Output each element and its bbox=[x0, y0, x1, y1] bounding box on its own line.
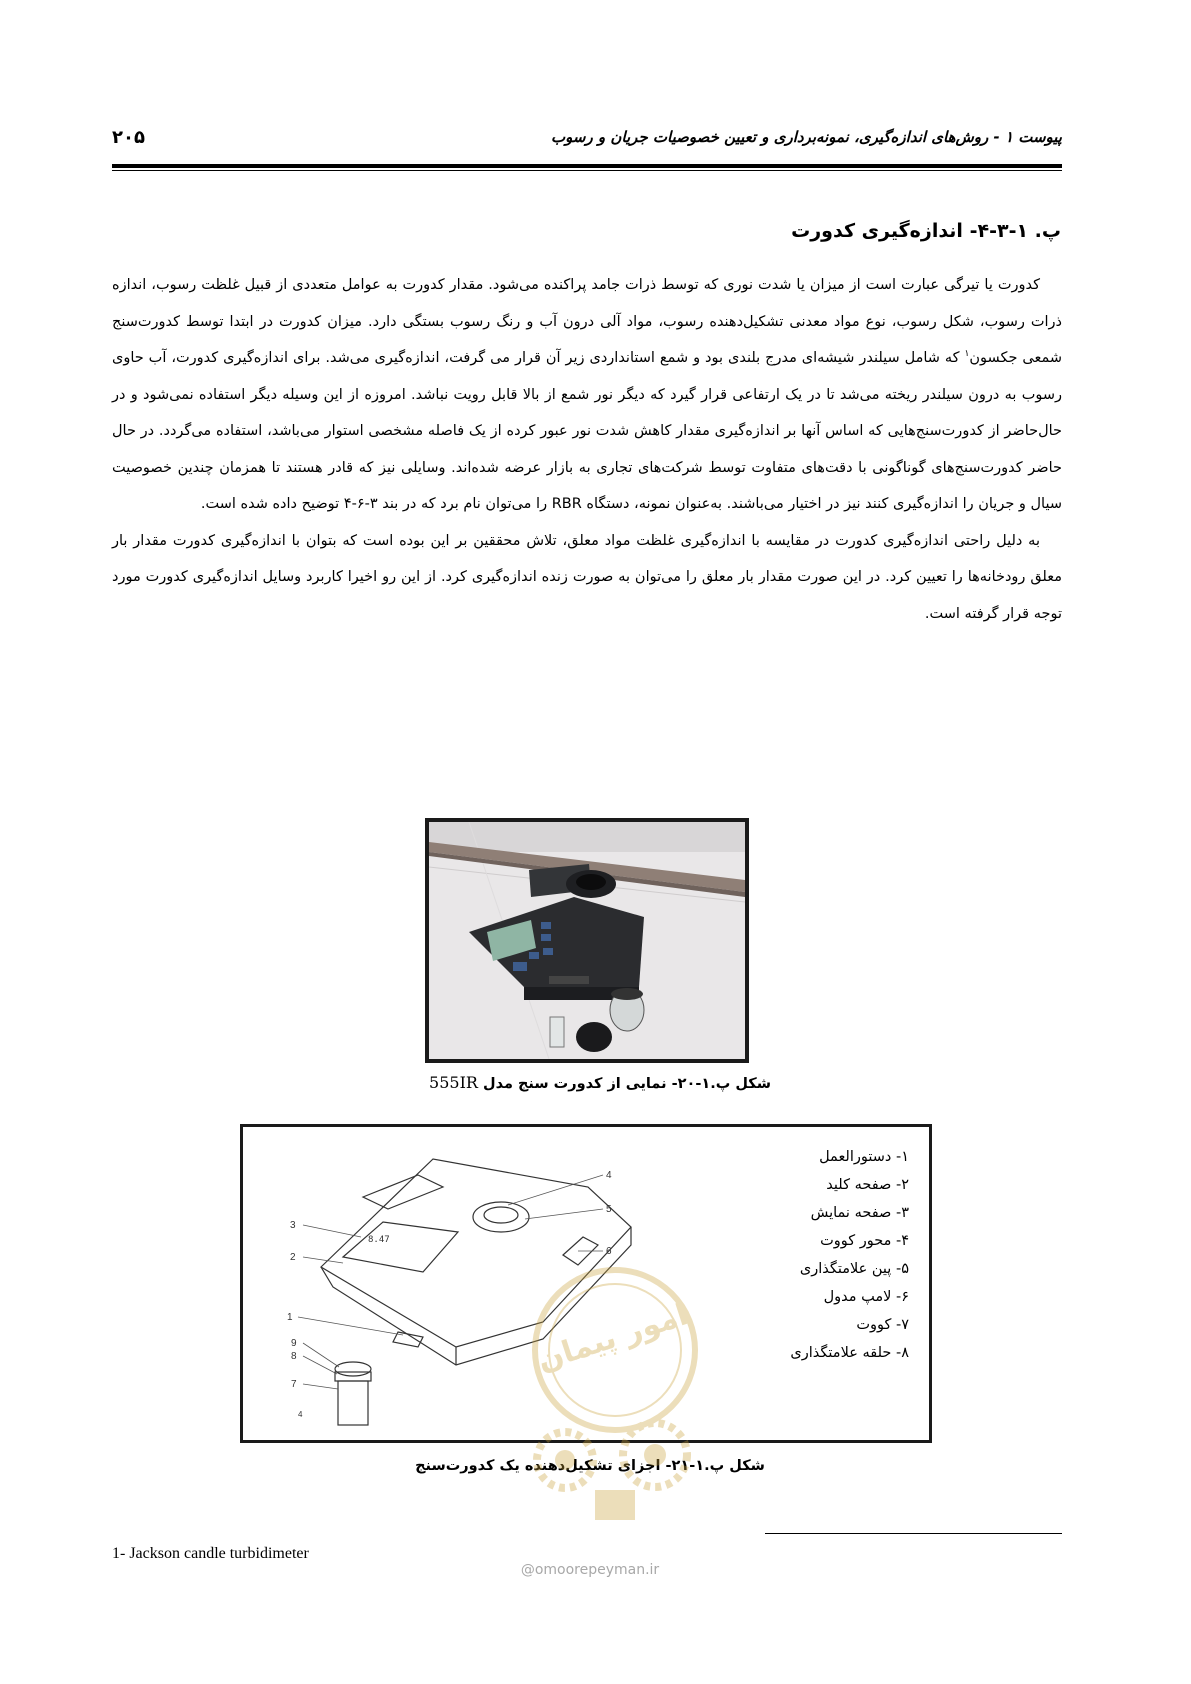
turbidimeter-photo bbox=[425, 818, 749, 1063]
header-rule bbox=[112, 164, 1062, 168]
legend-item: ۶- لامپ مدول bbox=[823, 1289, 909, 1305]
running-title: پیوست ۱ - روش‌های اندازه‌گیری، نمونه‌برداری و تعیین خصوصیات جریان و رسوب bbox=[551, 128, 1062, 146]
footnote-marker: ۱ bbox=[964, 349, 970, 360]
legend-item: ۲- صفحه کلید bbox=[826, 1177, 909, 1193]
figure-1-caption-model: 555IR bbox=[429, 1073, 478, 1092]
footnote: 1- Jackson candle turbidimeter bbox=[112, 1545, 309, 1562]
legend-item: ۴- محور کووت bbox=[820, 1233, 909, 1249]
header-rule-thin bbox=[112, 170, 1062, 171]
legend-item: ۳- صفحه نمایش bbox=[810, 1205, 909, 1221]
page-header bbox=[112, 127, 1062, 157]
callout-6: 6 bbox=[606, 1246, 612, 1257]
callout-1: 1 bbox=[287, 1312, 293, 1323]
legend-item: ۸- حلقه علامتگذاری bbox=[790, 1345, 909, 1361]
callout-3: 3 bbox=[290, 1220, 296, 1231]
paragraph-2: به دلیل راحتی اندازه‌گیری کدورت در مقایسه با اندازه‌گیری غلظت مواد معلق، تلاش محققین بر این بوده است که بتوان با اندازه‌گیری کدورت مقدار بار معلق رودخانه‌ها را تعیین کرد. در این صورت مقدار بار معلق را می‌توان به صورت زنده اندازه‌گیری کرد. از این رو اخیرا کاربرد وسایل اندازه‌گیری کدورت مورد توجه قرار گرفته است. bbox=[112, 532, 1062, 622]
callout-7: 7 bbox=[291, 1379, 297, 1390]
callout-5: 5 bbox=[606, 1204, 612, 1215]
watermark-url: @omoorepeyman.ir bbox=[520, 1562, 660, 1578]
paragraph-1 bbox=[112, 267, 1062, 523]
paragraph-1-part-2: که شامل سیلندر شیشه‌ای مدرج بلندی بود و شمع استانداردی زیر آن قرار می گرفت، اندازه‌گیری می‌شد. برای اندازه‌گیری کدورت، آب حاوی رسوب به درون سیلندر ریخته می‌شد تا در یک ارتفاعی قرار گیرد که دیگر نور شمع از بالا قابل رویت نباشد. امروزه از این وسیله دیگر استفاده نمی‌شود و در حال‌حاضر از کدورت‌سنج‌هایی که اساس آنها بر اندازه‌گیری مقدار کاهش شدت نور عبور کرده از یک فاصله مشخصی استوار می‌باشد، استفاده می‌گردد. در حال حاضر کدورت‌سنج‌های گوناگونی با دقت‌های متفاوت توسط شرکت‌های تجاری به بازار عرضه شده‌اند. وسایلی نیز که قادر هستند تا همزمان چندین خصوصیت سیال و جریان را اندازه‌گیری کنند نیز در اختیار می‌باشند. به‌عنوان نمونه، دستگاه RBR را می‌توان نام برد که در بند ۳-۶-۴ توضیح داده شده است. bbox=[112, 350, 1062, 512]
watermark-logo-text: امور پیمان bbox=[533, 1297, 693, 1379]
legend-item: ۱- دستورالعمل bbox=[819, 1149, 909, 1165]
legend-item: ۵- پین علامتگذاری bbox=[799, 1261, 909, 1277]
figure-1-caption-text: شکل پ.۱-۲۰- نمایی از کدورت سنج مدل bbox=[483, 1076, 771, 1092]
diagram-mark: 4 bbox=[298, 1410, 303, 1419]
page-number: ۲۰۵ bbox=[112, 127, 145, 148]
body-text bbox=[112, 267, 1062, 632]
callout-4: 4 bbox=[606, 1170, 612, 1181]
callout-2: 2 bbox=[290, 1252, 296, 1263]
figure-1-caption bbox=[300, 1073, 900, 1092]
turbidimeter-diagram bbox=[240, 1124, 932, 1443]
paragraph-1-part-1: کدورت یا تیرگی عبارت است از میزان یا شدت نوری که توسط ذرات جامد پراکنده می‌شود. مقدار کدورت به عوامل متعددی از قبیل غلظت رسوب، اندازه ذرات رسوب، شکل رسوب، نوع مواد معدنی تشکیل‌دهنده رسوب، مواد آلی درون آب و رنگ رسوب بستگی دارد. میزان کدورت در ابتدا توسط کدورت‌سنج شمعی جکسون bbox=[112, 277, 1062, 366]
section-heading: پ. ۱-۳-۴- اندازه‌گیری کدورت bbox=[791, 220, 1061, 242]
callout-8: 8 bbox=[291, 1351, 297, 1362]
diagram-legend bbox=[790, 1143, 909, 1367]
figure-2-caption: شکل پ.۱-۲۱- اجزای تشکیل‌دهنده یک کدورت‌سنج bbox=[415, 1458, 765, 1474]
legend-item: ۷- کووت bbox=[856, 1317, 909, 1333]
diagram-display-readout: 8.47 bbox=[368, 1235, 390, 1245]
turbidimeter-photo-drawing bbox=[429, 822, 745, 1059]
callout-9: 9 bbox=[291, 1338, 297, 1349]
footnote-rule bbox=[765, 1533, 1062, 1534]
